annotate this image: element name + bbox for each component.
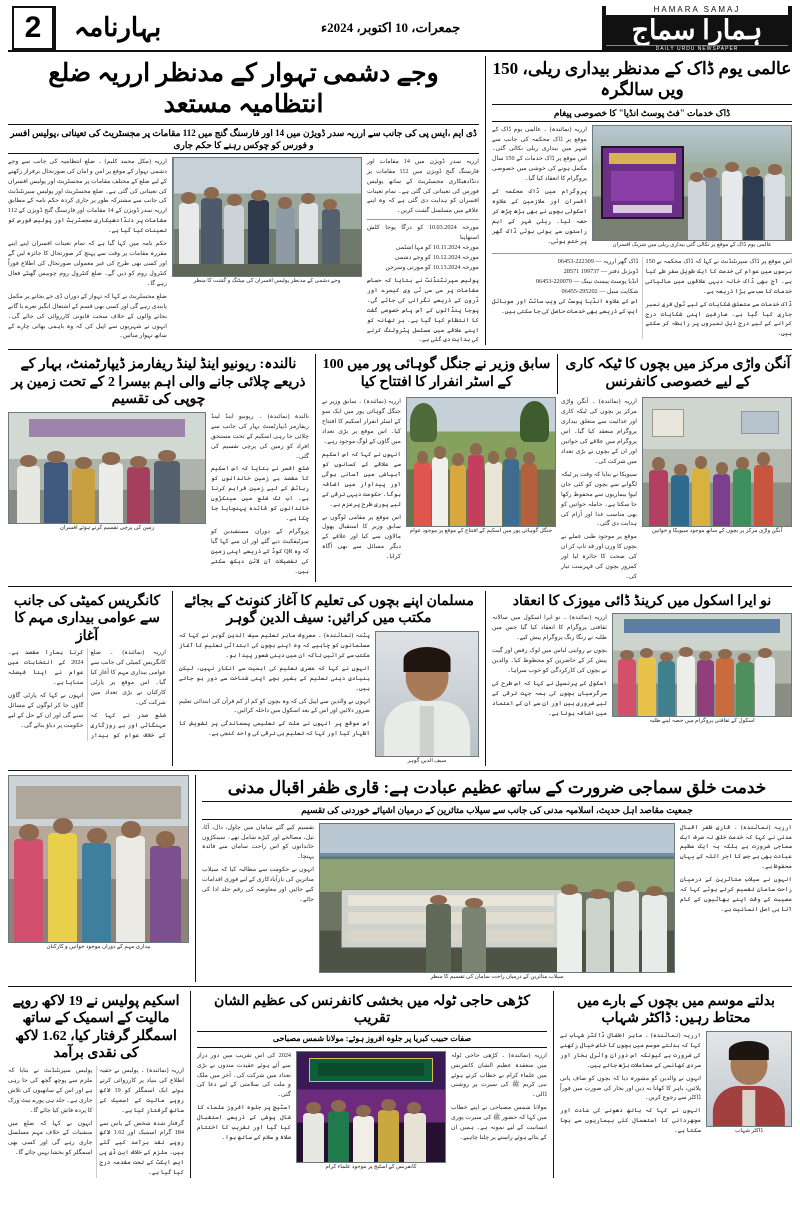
- haji-subhead: صفات حبیب کبریا پر جلوہ افروز ہوئے: مولانا شمس مصباحی: [197, 1031, 547, 1048]
- lead-sidebar-text: ارریہ سدر ڈویژن میں 14 مقامات اور فارسنگ گنج ڈویژن میں 112 مقامات پر دنڈادھیکاری مجسٹریٹ کے ساتھ پولیس فورس کی تعیناتی کی گئی ہے۔ تمام تعینات افسران کو ہدایت دی گئی ہے کہ وہ اپنے علاقے میں مسلسل گشت کریں۔: [367, 157, 480, 215]
- khidmat-para-2: انہوں نے سیلاب متاثرین کے درمیان راحت سامان تقسیم کرتے ہوئے کہا کہ مصیبت کے وقت اپنے بھائیوں کے کام آنا ہی اصل انسانیت ہے۔: [680, 876, 792, 913]
- anganwadi-photo: [642, 397, 792, 527]
- lead-caption: وجے دشمی کے مدنظر پولیس افسران کی میٹنگ و گشت کا منظر: [193, 277, 341, 284]
- revenue-headline: نالندہ: ریونیو اینڈ لینڈ ریفارمز ڈیپارٹمنٹ، بہار کے ذریعے چلائی جانے والی اہم بیسرا 2 کے تحت زمین پر چوپی کی تقسیم: [11, 357, 306, 408]
- post-day-headline: عالمی یوم ڈاک کے مدنظر بیداری ریلی، 150 ویں سالگرہ: [492, 59, 792, 100]
- doctor-headline: بدلتے موسم میں بچوں کے بارے میں محتاط رہیں: ڈاکٹر شہاب: [577, 993, 775, 1027]
- post-day-para-2: پروگرام میں ڈاک محکمہ کے افسران اور ملازمین کے علاوہ اسکولی بچوں نے بھی بڑھ چڑھ کر حصہ لیا۔ ریلی شہر کے اہم راستوں سے ہوتی ہوئی ڈاک گھر پر ختم ہوئی۔: [492, 188, 587, 245]
- publication-date: جمعرات، 10 اکتوبر، 2024ء: [320, 20, 461, 35]
- school-caption: اسکول کے ثقافتی پروگرام میں حصہ لیتے طلبہ: [649, 718, 755, 725]
- lead-date-3: مورخہ 10.12.2024 کو وجے دشمی: [394, 254, 479, 262]
- revenue-para-3: پروگرام کے دوران مستفیدین کو سرٹیفکیٹ دیے گئے اور ان سے کہا گیا کہ وہ QR کوڈ کے ذریعے اپنی زمین کی تفصیلات آن لائن دیکھ سکتے ہیں۔: [211, 528, 309, 575]
- congress-para-1: ارریہ (نمائندہ) ۔ ضلع کانگریس کمیٹی کی جانب سے عوامی بیداری مہم کا آغاز کیا گیا۔ اس موقع پر پارٹی کارکنان نے بڑی تعداد میں شرکت کی۔: [90, 649, 166, 707]
- post-day-contact-div: ڈویژنل دفتر — 199737 28571: [563, 267, 639, 275]
- row-top: [8, 56, 792, 345]
- row-fourth: [8, 775, 792, 982]
- congress-para-3: انہوں نے کہا کہ پارٹی گاؤں گاؤں جا کر لوگوں کے مسائل سنے گی اور ان کے حل کے لیے حکومت پر دباؤ بنائے گی۔: [8, 692, 84, 729]
- lead-date-1: مورخہ 10.03.2024 کو درگا پوجا کلش استھاپنا: [367, 224, 479, 242]
- forest-caption: جنگل گوہائی پور میں اسکیم کے افتتاح کے موقع پر موجود عوام: [409, 528, 553, 535]
- muslim-edu-para-3: انہوں نے والدین سے اپیل کی کہ وہ بچوں کو کم از کم قرآن کی ابتدائی تعلیم ضرور دلائیں اور اس کے بعد اسکول میں داخلہ کرائیں۔: [179, 697, 370, 715]
- row-second: [8, 354, 792, 582]
- doctor-portrait: [706, 1031, 792, 1127]
- story-khidmat: [202, 775, 792, 982]
- forest-para-3: اس موقع پر مقامی لوگوں نے سابق وزیر کا استقبال پھول مالاؤں سے کیا اور علاقے کے دیگر مسائل سے بھی آگاہ کرایا۔: [322, 513, 401, 561]
- lead-para-3: ضلع مجسٹریٹ نے کہا کہ تہوار کے دوران ڈی جے بجانے پر مکمل پابندی رہے گی اور کسی بھی قسم کے اشتعال انگیز نعرے یا گانے بجانے والوں کے خلاف سخت قانونی کارروائی کی جائے گی۔ انہوں نے شہریوں سے اپیل کی کہ وہ باہمی بھائی چارے کے ساتھ تہوار منائیں۔: [8, 292, 167, 340]
- post-day-contacts-last: اس کے علاوہ انڈیا پوسٹ کی ویب سائٹ اور موبائل ایپ کے ذریعے بھی خدمات حاصل کی جا سکتی ہیں۔: [492, 297, 639, 315]
- story-congress: [8, 591, 166, 766]
- lead-subhead: ڈی ایم ،ایس پی کی جانب سے ارریہ سدر ڈویژن میں 14 اور فارسنگ گنج میں 112 مقامات پر مجسٹریٹ کی تعیناتی ،پولیس افسر و فورس کو چوکس رہنے کا حکم جاری: [8, 124, 479, 154]
- muslim-edu-para-2: انہوں نے کہا کہ عصری تعلیم کی اہمیت سے انکار نہیں، لیکن بنیادی دینی تعلیم کے بغیر بچے اپنی شناخت سے دور ہو جاتے ہیں۔: [179, 664, 370, 692]
- post-day-contact-office: ڈاک گھر ارریہ — 222309-06453: [557, 257, 639, 265]
- lead-para-2: حکم نامہ میں کہا گیا ہے کہ تمام تعینات افسران اپنے اپنے مقررہ مقامات پر وقت سے پہنچ کر صورتحال کا جائزہ لیں گے اور کسی بھی طرح کی غیر معمولی صورتحال کی اطلاع فوراً کنٹرول روم کو دیں گے۔ ضلع کنٹرول روم چوبیس گھنٹے فعال رہے گا۔: [8, 240, 167, 287]
- muslim-edu-para-1: پٹنہ (نمائندہ) ۔ معروف ماہر تعلیم سیف الدین گوہر نے کہا کہ مسلمانوں کو چاہیے کہ وہ اپنے بچوں کی ابتدائی تعلیم کا آغاز مکتب سے کرائیں تاکہ ان میں دینی شعور پیدا ہو۔: [179, 631, 370, 659]
- page-number: 2: [12, 6, 54, 50]
- logo-tagline: DAILY URDU NEWSPAPER: [606, 45, 788, 52]
- post-day-contacts-1: ڈاک خدمات سے متعلق شکایات کے لیے ٹول فری نمبر جاری کیا گیا ہے۔ صارفین اپنی شکایات درج کرانے کے لیے درج ذیل نمبروں پر رابطہ کر سکتے ہیں۔: [645, 300, 792, 338]
- newspaper-logo: [602, 4, 792, 53]
- lead-para-1: ارریہ (مکل محمد کلیم) ۔ ضلع انتظامیہ کی جانب سے وجے دشمی تہوار کے موقع پر امن و امان کی صورتحال برقرار رکھنے کے لیے ضلع کے مختلف مقامات پر مجسٹریٹ اور پولیس افسران کی تعیناتی کی گئی ہے۔ ضلع مجسٹریٹ اور پولیس سپرنٹنڈنٹ کی جانب سے مشترکہ طور پر جاری کردہ حکم نامہ کے مطابق ارریہ سدر ڈویژن کے 14 مقامات اور فارسنگ گنج ڈویژن کے 112 مقامات پر دنڈادھیکاری مجسٹریٹ اور پولیس فورس کو تعینات کیا گیا ہے۔: [8, 157, 167, 235]
- khidmat-para-1: ارریہ (نمائندہ) ۔ قاری ظفر اقبال مدنی نے کہا کہ خدمت خلق نہ صرف ایک سماجی ضرورت ہے بلکہ یہ ایک عظیم عبادت بھی ہے جس کا اجر اللہ کے یہاں محفوظ ہے۔: [680, 823, 792, 871]
- haji-para-4: اسٹیج پر جلوہ افروز علماء کا شال پوشی کے ذریعے استقبال کیا گیا اور تقریب کا اختتام صلاۃ و سلام کے ساتھ ہوا۔: [197, 1104, 291, 1142]
- haji-para-2: مولانا شمس مصباحی نے اپنے خطاب میں کہا کہ حضور ﷺ کی سیرت پوری انسانیت کے لیے نمونہ ہے۔ ہمیں ان کے بتائے ہوئے راستے پر چلنا چاہیے۔: [451, 1104, 547, 1142]
- lead-headline: وجے دشمی تہوار کے مدنظر ارریہ ضلع انتظامیہ مستعد: [48, 60, 439, 119]
- story-police-seizure: [8, 991, 184, 1178]
- post-day-para-3: اس موقع پر ڈاک سپرنٹنڈنٹ نے کہا کہ ڈاک محکمہ نے 150 برسوں میں عوام کی خدمت کا ایک طویل سفر طے کیا ہے۔ آج بھی ڈاک خانہ دیہی علاقوں میں مالیاتی خدمات کا سب سے بڑا ذریعہ ہے۔: [645, 257, 792, 295]
- doctor-caption: ڈاکٹر شہاب: [735, 1127, 763, 1134]
- congress-photo: [8, 775, 189, 943]
- story-lead: [8, 56, 479, 345]
- khidmat-photo: [319, 823, 675, 973]
- doctor-para-3: انہوں نے کہا کہ ہاتھ دھونے کی عادت اور مچھردانی کا استعمال کئی بیماریوں سے بچا سکتا ہے۔: [560, 1107, 701, 1135]
- anganwadi-headline: آنگن واڑی مرکز میں بچوں کا ٹیکہ کاری کے لیے خصوصی کانفرنس: [565, 357, 791, 390]
- muslim-edu-caption: سیف الدین گوہر: [407, 757, 447, 764]
- school-photo: [612, 613, 792, 717]
- logo-english-text: HAMARA SAMAJ: [606, 4, 788, 15]
- section-title: بہارنامہ: [54, 6, 179, 50]
- story-muslim-education: [179, 591, 479, 766]
- congress-caption: بیداری مہم کے دوران موجود خواتین و کارکنان: [46, 944, 151, 951]
- logo-urdu-text: ہمارا سماج: [631, 14, 763, 45]
- haji-photo: [296, 1051, 446, 1163]
- congress-para-2: ضلع صدر نے کہا کہ مہنگائی اور بے روزگاری کے خلاف عوام کو بیدار کرنا ہمارا مقصد ہے۔ 2024 کے انتخابات میں عوام نے اپنا فیصلہ سنایا ہے۔: [8, 649, 166, 739]
- story-doctor: [560, 991, 792, 1178]
- forest-para-1: ارریہ (نمائندہ) ۔ سابق وزیر نے جنگل گوہائی پور میں ایک سو کے اسٹر انفرار اسکیم کا افتتاح کیا۔ اس موقع پر بڑی تعداد میں گاؤں کے لوگ موجود رہے۔: [322, 398, 401, 446]
- revenue-para-1: نالندہ (نمائندہ) ۔ ریونیو اینڈ لینڈ ریفارمز ڈیپارٹمنٹ بہار کی جانب سے چلائی جا رہی اسکیم کے تحت مستحق افراد کو زمین کی پرچی تقسیم کی گئی۔: [211, 412, 309, 460]
- school-headline: نو ایرا اسکول میں کرینڈ ڈائی میوزک کا انعقاد: [512, 593, 772, 609]
- masthead: [8, 6, 792, 52]
- police-headline: اسکیم پولیس نے 19 لاکھ روپے مالیت کے اسمیک کے ساتھ اسمگلر گرفتار کیا، 1.62 لاکھ کی نقدی برآمد: [12, 993, 180, 1062]
- khidmat-para-4: انہوں نے حکومت سے مطالبہ کیا کہ سیلاب متاثرین کی بازآبادکاری کے لیے فوری اقدامات کیے جائیں اور معاوضہ کی رقم جلد ادا کی جائے۔: [202, 866, 314, 904]
- forest-para-2: انہوں نے کہا کہ اس اسکیم سے علاقے کے کسانوں کو آبپاشی میں آسانی ہوگی اور پیداوار میں اضافہ ہوگا۔ حکومت دیہی ترقی کے لیے پوری طرح پرعزم ہے۔: [322, 450, 401, 508]
- anganwadi-para-2: سیویکا نے بتایا کہ وقت پر ٹیکہ لگوانے سے بچوں کو کئی جان لیوا بیماریوں سے محفوظ رکھا جا سکتا ہے۔ حاملہ خواتین کو بھی مناسب غذا اور آرام کی ہدایت دی گئی۔: [561, 470, 637, 528]
- haji-caption: کانفرنس کے اسٹیج پر موجود علماء کرام: [325, 1163, 417, 1170]
- muslim-edu-headline: مسلمان اپنے بچوں کی تعلیم کا آغاز کنونٹ کے بجائے مکتب میں کرائیں: سیف الدین گوہر: [184, 593, 474, 627]
- row-bottom: [8, 991, 792, 1178]
- lead-date-2: مورخہ 10.11.2024 کو مہا اشٹمی: [395, 244, 479, 252]
- post-day-caption: عالمی یوم ڈاک کے موقع پر نکالی گئی بیداری ریلی میں شریک افسران: [612, 241, 772, 248]
- story-post-day: [492, 56, 792, 345]
- khidmat-subhead: جمعیت مقاصد اہل حدیث، اسلامیہ مدنی کی جانب سے سیلاب متاثرین کے درمیان اشیائے خوردنی کی تقسیم: [202, 801, 792, 819]
- police-para-1: ارریہ (نمائندہ) ۔ پولیس نے خفیہ اطلاع کی بنیاد پر کارروائی کرتے ہوئے ایک اسمگلر کو 19 لاکھ روپے مالیت کے اسمیک کے ساتھ گرفتار کیا ہے۔: [99, 1066, 184, 1114]
- khidmat-para-3: تقسیم کیے گئے سامان میں چاول، دال، آٹا، تیل، مصالحے اور کپڑے شامل تھے۔ سینکڑوں خاندانوں کو اس راحت سامان سے فائدہ پہنچا۔: [202, 823, 314, 861]
- lead-photo: [172, 157, 362, 277]
- post-day-photo: [592, 125, 792, 241]
- post-day-para-1: ارریہ (نمائندہ) ۔ عالمی یوم ڈاک کے موقع پر ڈاک محکمہ کی جانب سے شہر میں بیداری ریلی نکالی گئی۔ اس موقع پر ڈاک خدمات کے 150 سال مکمل ہونے کی خوشی میں خصوصی پروگرام کا انعقاد کیا گیا۔: [492, 125, 587, 183]
- anganwadi-caption: آنگن واڑی مرکز پر بچوں کے ساتھ موجود سیویکا و خواتین: [651, 528, 783, 535]
- lead-date-4: مورخہ 10.13.2024 کو مورتی وسرجن: [385, 264, 479, 271]
- anganwadi-para-3: موقع پر موجود طبی عملے نے بچوں کا وزن اور قد ناپ کر ان کی صحت کا جائزہ لیا اور کمزور بچوں کی فہرست تیار کی۔: [561, 533, 637, 581]
- story-anganwadi-forest: [322, 354, 792, 582]
- muslim-edu-portrait: [375, 631, 479, 757]
- haji-headline: کڑھی حاجی ٹولہ میں بخشی کانفرنس کی عظیم الشان تقریب: [213, 993, 531, 1027]
- haji-para-1: ارریہ (نمائندہ) ۔ کڑھی حاجی ٹولہ میں منعقدہ عظیم الشان کانفرنس میں علماء کرام نے خطاب کرتے ہوئے نبی کریم ﷺ کی سیرت پر روشنی ڈالی۔: [451, 1051, 547, 1099]
- revenue-caption: زمین کی پرچی تقسیم کرتے ہوئے افسران: [59, 524, 155, 531]
- doctor-para-2: انہوں نے والدین کو مشورہ دیا کہ بچوں کو صاف پانی پلائیں، باہر کا کھانا نہ دیں اور بخار کی صورت میں فوراً ڈاکٹر سے رجوع کریں۔: [560, 1074, 701, 1102]
- story-haji-function: [197, 991, 547, 1178]
- row-third: [8, 591, 792, 766]
- lead-sidebar: [367, 157, 479, 346]
- forest-photo: [406, 397, 556, 527]
- police-para-4: انہوں نے کہا کہ ضلع میں منشیات کے خلاف مہم مسلسل جاری رہے گی اور کسی بھی اسمگلر کو بخشا نہیں جائے گا۔: [8, 1119, 93, 1157]
- khidmat-headline: خدمت خلق سماجی ضرورت کے ساتھ عظیم عبادت ہے: قاری ظفر اقبال مدنی: [227, 778, 767, 798]
- school-para-3: اسکول کے پرنسپل نے کہا کہ اس طرح کی سرگرمیاں بچوں کی ہمہ جہت ترقی کے لیے ضروری ہیں اور ان سے ان کے اعتماد میں اضافہ ہوتا ہے۔: [492, 680, 607, 717]
- congress-headline: کانگریس کمیٹی کی جانب سے عوامی بیداری مہم کا آغاز: [13, 593, 161, 644]
- forest-headline: سابق وزیر نے جنگل گوہائی پور میں 100 کے اسٹر انفرار کا افتتاح کیا: [322, 357, 551, 390]
- post-day-subhead: ڈاک خدمات "فٹ پوسٹ انڈیا" کا خصوصی پیغام: [492, 104, 792, 122]
- school-para-2: بچوں نے روایتی لباس میں لوک رقص اور گیت پیش کر کے حاضرین کو محظوظ کیا۔ والدین نے بچوں کی کارکردگی کو خوب سراہا۔: [492, 647, 607, 675]
- story-revenue: [8, 354, 309, 582]
- revenue-para-2: ضلع افسر نے بتایا کہ اس اسکیم کا مقصد بے زمین خاندانوں کو رہائش کے لیے زمین فراہم کرنا ہے۔ اب تک ضلع میں سینکڑوں خاندانوں کو فائدہ پہنچایا جا چکا ہے۔: [211, 465, 309, 523]
- doctor-para-1: ارریہ (نمائندہ) ۔ ماہر اطفال ڈاکٹر شہاب نے کہا کہ بدلتے موسم میں بچوں کا خاص خیال رکھنے کی ضرورت ہے کیونکہ اس دوران وائرل بخار اور سردی کھانسی کے معاملات بڑھ جاتے ہیں۔: [560, 1031, 701, 1069]
- congress-photo-block: [8, 775, 189, 982]
- post-day-contact-cell: شکایت سیل — 295202-06455: [561, 287, 639, 295]
- police-para-3: پولیس سپرنٹنڈنٹ نے بتایا کہ ملزم سے پوچھ گچھ کی جا رہی ہے اور اس کے ساتھیوں کی تلاش جاری ہے۔ جلد ہی پورے نیٹ ورک کا پردہ فاش کیا جائے گا۔: [8, 1066, 93, 1114]
- police-para-2: گرفتار شدہ شخص کے پاس سے 184 گرام اسمیک اور 1.62 لاکھ روپے نقد برآمد کیے گئے ہیں۔ ملزم کے خلاف این ڈی پی ایس ایکٹ کے تحت مقدمہ درج کیا گیا ہے۔: [99, 1119, 184, 1177]
- school-para-1: ارریہ (نمائندہ) ۔ نو ایرا اسکول میں سالانہ ثقافتی پروگرام کا انعقاد کیا گیا جس میں طلبہ نے رنگا رنگ پروگرام پیش کیے۔: [492, 614, 607, 642]
- anganwadi-para-1: ارریہ (نمائندہ) ۔ آنگن واڑی مرکز پر بچوں کی ٹیکہ کاری اور غذائیت سے متعلق بیداری پروگرام منعقد کیا گیا۔ اس پروگرام میں علاقے کی خواتین اور ان کے بچوں نے بڑی تعداد میں شرکت کی۔: [561, 398, 637, 465]
- revenue-photo: [8, 412, 206, 524]
- post-day-contact-bank: انڈیا پوسٹ پیمنٹ بینک — 220070-06453: [535, 277, 639, 285]
- muslim-edu-para-4: اس موقع پر انہوں نے ملت کے تعلیمی پسماندگی پر تشویش کا اظہار کیا اور کہا کہ تعلیم ہی ترقی کی واحد کنجی ہے۔: [179, 720, 370, 738]
- khidmat-caption: سیلاب متاثرین کے درمیان راحت سامان کی تقسیم کا منظر: [430, 973, 564, 980]
- lead-para-4: پولیس سپرنٹنڈنٹ نے بتایا کہ حساس مقامات پر سی سی ٹی وی کیمرے اور ڈرون کے ذریعے نگرانی کی جائے گی۔ پوجا پنڈالوں کے آس پاس خصوصی گشت کا انتظام کیا گیا ہے۔ ہر تھانہ کو اپنے علاقے میں مسلسل پٹرولنگ کرنے کی ہدایت دی گئی ہے۔: [367, 276, 479, 344]
- haji-para-3: 2024 کی اس تقریب میں دور دراز سے آئے ہوئے عقیدت مندوں نے بڑی تعداد میں شرکت کی۔ آخر میں ملک و ملت کی سلامتی کے لیے دعا کی گئی۔: [197, 1051, 291, 1099]
- story-school: [492, 591, 792, 766]
